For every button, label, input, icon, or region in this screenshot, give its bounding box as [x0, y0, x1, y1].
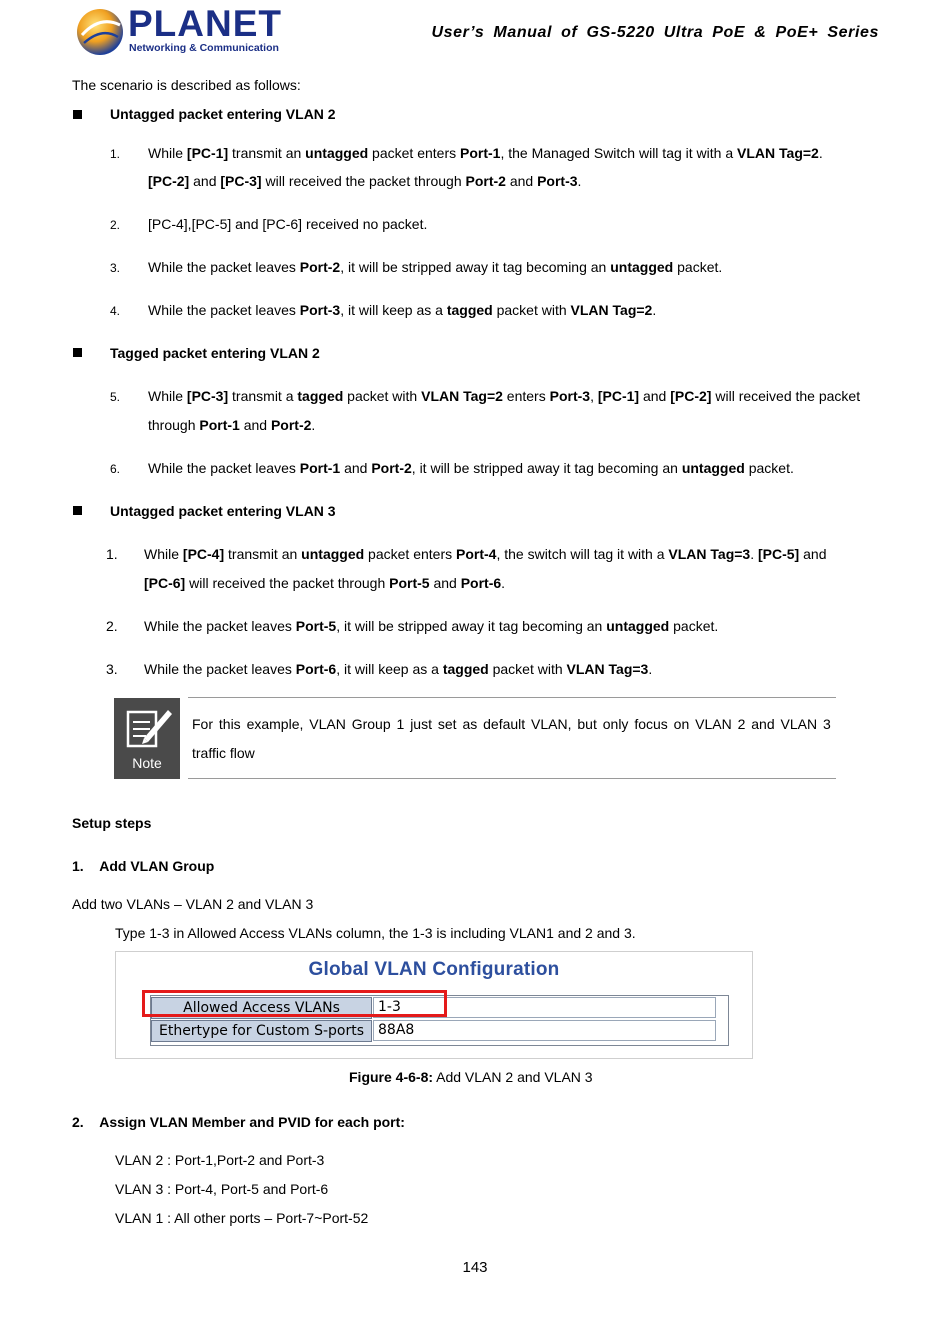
figure-label: Figure 4-6-8: — [349, 1069, 434, 1085]
vlan-member-line: VLAN 3 : Port-4, Port-5 and Port-6 — [115, 1181, 329, 1197]
list-item: While the packet leaves Port-2, it will be stripped away it tag becoming an untagged packet. — [148, 259, 723, 275]
list-number: 6. — [110, 462, 121, 476]
step-1-instruction: Type 1-3 in Allowed Access VLANs column, the 1-3 is including VLAN1 and 2 and 3. — [115, 925, 636, 941]
figure-caption — [349, 1068, 593, 1086]
planet-logo — [74, 3, 282, 60]
list-item: While the packet leaves Port-6, it will keep as a tagged packet with VLAN Tag=3. — [144, 661, 653, 677]
section-heading: Untagged packet entering VLAN 3 — [110, 503, 336, 519]
vlan-member-line: VLAN 2 : Port-1,Port-2 and Port-3 — [115, 1152, 325, 1168]
ethertype-custom-sports-label: Ethertype for Custom S-ports — [151, 1020, 372, 1042]
vlan-member-line: VLAN 1 : All other ports – Port-7~Port-52 — [115, 1210, 369, 1226]
step-1-description: Add two VLANs – VLAN 2 and VLAN 3 — [72, 896, 314, 912]
list-item: While the packet leaves Port-5, it will be stripped away it tag becoming an untagged packet. — [144, 618, 719, 634]
logo-subtitle: Networking & Communication — [129, 42, 279, 54]
ethertype-custom-sports-input[interactable]: 88A8 — [373, 1020, 716, 1041]
list-number: 2. — [106, 618, 118, 634]
figure-caption-text: Add VLAN 2 and VLAN 3 — [433, 1069, 593, 1085]
list-number: 1. — [110, 147, 121, 161]
note-icon — [114, 698, 180, 779]
step-1-title: 1. Add VLAN Group — [72, 858, 215, 874]
list-item: [PC-4],[PC-5] and [PC-6] received no packet. — [148, 216, 428, 232]
note-top-rule — [188, 697, 836, 698]
step-2-title: 2. Assign VLAN Member and PVID for each port: — [72, 1114, 405, 1130]
note-text-line-1: For this example, VLAN Group 1 just set as default VLAN, but only focus on VLAN 2 and VLAN 3 — [192, 716, 831, 732]
note-bottom-rule — [188, 778, 836, 779]
list-number: 1. — [106, 546, 118, 562]
square-bullet-icon — [73, 110, 82, 119]
intro-text: The scenario is described as follows: — [72, 77, 301, 93]
logo-text: PLANET — [128, 3, 282, 44]
list-number: 3. — [106, 661, 118, 677]
list-number: 2. — [110, 218, 121, 232]
list-item: While [PC-3] transmit a tagged packet with VLAN Tag=2 enters Port-3, [PC-1] and [PC-2] will received the packet — [148, 388, 861, 404]
list-item-continued: through Port-1 and Port-2. — [148, 417, 316, 433]
list-item-continued: [PC-2] and [PC-3] will received the packet through Port-2 and Port-3. — [148, 173, 582, 189]
square-bullet-icon — [73, 348, 82, 357]
list-item: While the packet leaves Port-1 and Port-2, it will be stripped away it tag becoming an untagged packet. — [148, 460, 794, 476]
section-heading: Untagged packet entering VLAN 2 — [110, 106, 336, 122]
list-number: 5. — [110, 390, 121, 404]
square-bullet-icon — [73, 506, 82, 515]
list-number: 3. — [110, 261, 121, 275]
list-item: While [PC-1] transmit an untagged packet enters Port-1, the Managed Switch will tag it with a VLAN Tag=2. — [148, 145, 823, 161]
list-item: While the packet leaves Port-3, it will keep as a tagged packet with VLAN Tag=2. — [148, 302, 657, 318]
list-item: While [PC-4] transmit an untagged packet enters Port-4, the switch will tag it with a VLAN Tag=3. [PC-5] and — [144, 546, 827, 562]
setup-title: Setup steps — [72, 815, 152, 831]
allowed-access-vlans-label: Allowed Access VLANs — [151, 997, 372, 1019]
manual-title: User’s Manual of GS-5220 Ultra PoE & PoE+ Series — [431, 24, 879, 41]
list-item-continued: [PC-6] will received the packet through Port-5 and Port-6. — [144, 575, 506, 591]
note-text-line-2: traffic flow — [192, 745, 255, 761]
list-number: 4. — [110, 304, 121, 318]
section-heading: Tagged packet entering VLAN 2 — [110, 345, 320, 361]
vlan-config-title: Global VLAN Configuration — [308, 959, 560, 980]
highlight-box — [142, 990, 447, 1017]
page-number: 143 — [462, 1259, 488, 1276]
allowed-access-vlans-input[interactable]: 1-3 — [373, 997, 716, 1018]
note-icon-label: Note — [132, 755, 162, 771]
